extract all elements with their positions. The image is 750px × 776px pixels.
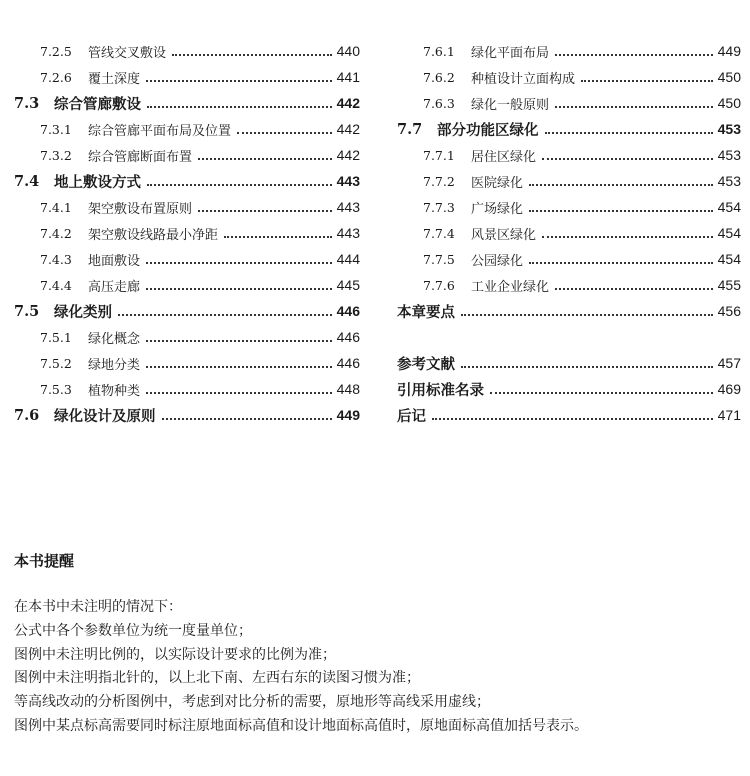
toc-entry-number: 7.4.1 — [40, 199, 72, 215]
toc-entry[interactable] — [14, 402, 360, 428]
toc-entry-page: 456 — [717, 303, 741, 319]
toc-leader-dots — [432, 418, 713, 420]
toc-entry-number: 7.3.2 — [40, 147, 72, 163]
toc-entry[interactable] — [14, 116, 360, 142]
toc-leader-dots — [555, 106, 713, 108]
toc-entry[interactable] — [14, 246, 360, 272]
notice-line: 在本书中未注明的情况下： — [14, 599, 182, 615]
toc-entry[interactable] — [397, 194, 741, 220]
toc-leader-dots — [555, 288, 713, 290]
toc-entry-title: 绿化概念 — [88, 331, 141, 347]
toc-entry-number: 7.7.3 — [423, 199, 455, 215]
toc-leader-dots — [224, 236, 332, 238]
toc-entry[interactable] — [14, 64, 360, 90]
toc-leader-dots — [461, 366, 713, 368]
notice-line: 等高线改动的分析图例中，考虑到对比分析的需要，原地形等高线采用虚线； — [14, 694, 490, 711]
toc-entry-number: 7.4.2 — [40, 225, 72, 241]
toc-entry-title: 绿化设计及原则 — [54, 408, 156, 425]
toc-leader-dots — [146, 392, 332, 394]
toc-entry-number: 7.7.1 — [423, 147, 455, 163]
toc-entry-page: 449 — [336, 407, 360, 423]
toc-left-column — [14, 38, 360, 428]
toc-entry-page: 442 — [336, 95, 360, 111]
toc-entry[interactable] — [14, 376, 360, 402]
toc-entry-number: 7.4.4 — [40, 277, 72, 293]
toc-leader-dots — [198, 210, 332, 212]
toc-entry-number: 7.6 — [14, 406, 40, 424]
toc-entry-page: 446 — [336, 329, 360, 345]
toc-entry[interactable] — [14, 38, 360, 64]
toc-entry-number: 7.6.2 — [423, 69, 455, 85]
toc-leader-dots — [490, 392, 713, 394]
toc-entry[interactable] — [397, 298, 741, 324]
toc-entry-number: 7.5 — [14, 302, 40, 320]
toc-entry-title: 综合管廊敷设 — [54, 96, 141, 113]
toc-entry-number: 7.2.5 — [40, 43, 72, 59]
toc-entry-title: 本章要点 — [397, 304, 455, 321]
toc-entry-title: 综合管廊平面布局及位置 — [88, 123, 232, 139]
toc-entry[interactable] — [397, 376, 741, 402]
toc-entry[interactable] — [397, 246, 741, 272]
toc-entry-page: 450 — [717, 69, 741, 85]
toc-entry-title: 广场绿化 — [471, 201, 524, 217]
toc-entry-page: 442 — [336, 121, 360, 137]
toc-entry-title: 种植设计立面构成 — [471, 71, 576, 87]
toc-leader-dots — [545, 132, 713, 134]
toc-entry-page: 453 — [717, 121, 741, 137]
toc-leader-dots — [146, 366, 332, 368]
toc-leader-dots — [172, 54, 332, 56]
toc-entry-page: 454 — [717, 199, 741, 215]
toc-entry-page: 469 — [717, 381, 741, 397]
toc-entry-title: 地面敷设 — [88, 253, 141, 269]
toc-entry-page: 453 — [717, 173, 741, 189]
toc-entry-number: 7.6.1 — [423, 43, 455, 59]
notice-line: 图例中某点标高需要同时标注原地面标高值和设计地面标高值时，原地面标高值加括号表示。 — [14, 717, 588, 734]
toc-entry-page: 450 — [717, 95, 741, 111]
toc-entry-page: 453 — [717, 147, 741, 163]
toc-entry[interactable] — [397, 220, 741, 246]
toc-entry[interactable] — [397, 272, 741, 298]
toc-entry-page: 445 — [336, 277, 360, 293]
toc-entry[interactable] — [397, 116, 741, 142]
toc-entry-page: 442 — [336, 147, 360, 163]
toc-entry[interactable] — [397, 168, 741, 194]
toc-entry[interactable] — [14, 350, 360, 376]
toc-entry-title: 风景区绿化 — [471, 227, 537, 243]
toc-leader-dots — [198, 158, 332, 160]
toc-entry-title: 绿化平面布局 — [471, 45, 550, 61]
toc-entry-page: 446 — [336, 303, 360, 319]
toc-entry-number: 7.3.1 — [40, 121, 72, 137]
toc-entry-number: 7.4.3 — [40, 251, 72, 267]
toc-entry[interactable] — [397, 350, 741, 376]
toc-leader-dots — [529, 184, 713, 186]
toc-leader-dots — [118, 314, 332, 316]
toc-leader-dots — [555, 54, 713, 56]
toc-leader-dots — [542, 236, 713, 238]
toc-entry-number: 7.5.1 — [40, 329, 72, 345]
toc-entry-page: 457 — [717, 355, 741, 371]
toc-entry-page: 444 — [336, 251, 360, 267]
toc-entry-number: 7.7.2 — [423, 173, 455, 189]
toc-entry-title: 综合管廊断面布置 — [88, 149, 193, 165]
toc-entry[interactable] — [397, 38, 741, 64]
notice-title: 本书提醒 — [14, 552, 75, 570]
toc-entry[interactable] — [14, 168, 360, 194]
toc-entry-title: 引用标准名录 — [397, 382, 484, 399]
toc-entry[interactable] — [14, 272, 360, 298]
toc-entry-page: 443 — [336, 173, 360, 189]
toc-entry-number: 7.7.5 — [423, 251, 455, 267]
toc-entry[interactable] — [14, 298, 360, 324]
toc-leader-dots — [529, 210, 713, 212]
toc-entry-page: 443 — [336, 199, 360, 215]
toc-entry[interactable] — [397, 64, 741, 90]
toc-entry-page: 471 — [717, 407, 741, 423]
toc-leader-dots — [461, 314, 713, 316]
notice-line: 图例中未注明指北针的，以上北下南、左西右东的读图习惯为准； — [14, 670, 420, 687]
toc-entry-title: 医院绿化 — [471, 175, 524, 191]
toc-entry[interactable] — [397, 142, 741, 168]
toc-entry[interactable] — [14, 90, 360, 116]
toc-entry-title: 绿地分类 — [88, 357, 141, 373]
toc-right-column — [397, 38, 741, 428]
toc-entry-number: 7.7.6 — [423, 277, 455, 293]
toc-entry-title: 管线交叉敷设 — [88, 45, 167, 61]
toc-leader-dots — [529, 262, 713, 264]
toc-entry-title: 地上敷设方式 — [54, 174, 141, 191]
toc-entry-title: 后记 — [397, 408, 426, 425]
toc-entry-title: 部分功能区绿化 — [437, 122, 539, 139]
toc-entry-page: 449 — [717, 43, 741, 59]
toc-leader-dots — [581, 80, 713, 82]
toc-entry[interactable] — [14, 142, 360, 168]
toc-leader-dots — [146, 262, 332, 264]
toc-entry-page: 440 — [336, 43, 360, 59]
toc-entry-title: 架空敷设线路最小净距 — [88, 227, 219, 243]
toc-entry-page: 441 — [336, 69, 360, 85]
toc-entry-title: 覆土深度 — [88, 71, 141, 87]
toc-entry-title: 绿化一般原则 — [471, 97, 550, 113]
toc-entry-number: 7.7.4 — [423, 225, 455, 241]
toc-entry-title: 参考文献 — [397, 356, 455, 373]
toc-leader-dots — [146, 80, 332, 82]
toc-entry-number: 7.5.3 — [40, 381, 72, 397]
toc-entry[interactable] — [397, 90, 741, 116]
toc-entry-number: 7.4 — [14, 172, 40, 190]
toc-entry-title: 植物种类 — [88, 383, 141, 399]
toc-entry[interactable] — [14, 220, 360, 246]
toc-entry-page: 446 — [336, 355, 360, 371]
toc-entry[interactable] — [14, 324, 360, 350]
toc-leader-dots — [237, 132, 332, 134]
toc-entry-number: 7.7 — [397, 120, 423, 138]
toc-leader-dots — [162, 418, 332, 420]
toc-entry-page: 454 — [717, 225, 741, 241]
toc-entry[interactable] — [14, 194, 360, 220]
toc-entry-number: 7.6.3 — [423, 95, 455, 111]
toc-entry-title: 居住区绿化 — [471, 149, 537, 165]
toc-entry[interactable] — [397, 402, 741, 428]
toc-leader-dots — [147, 106, 332, 108]
toc-entry-page: 443 — [336, 225, 360, 241]
notice-body — [14, 596, 744, 739]
toc-entry-title: 工业企业绿化 — [471, 279, 550, 295]
notice-line: 图例中未注明比例的，以实际设计要求的比例为准； — [14, 646, 336, 663]
toc-leader-dots — [146, 340, 332, 342]
notice-line: 公式中各个参数单位为统一度量单位； — [14, 622, 252, 639]
toc-entry-title: 架空敷设布置原则 — [88, 201, 193, 217]
toc-entry-title: 高压走廊 — [88, 279, 141, 295]
toc-entry-number: 7.5.2 — [40, 355, 72, 371]
toc-entry-page: 455 — [717, 277, 741, 293]
toc-entry-number: 7.2.6 — [40, 69, 72, 85]
toc-entry-title: 绿化类别 — [54, 304, 112, 321]
toc-entry-number: 7.3 — [14, 94, 40, 112]
toc-leader-dots — [542, 158, 713, 160]
toc-entry-page: 448 — [336, 381, 360, 397]
toc-entry-title: 公园绿化 — [471, 253, 524, 269]
toc-leader-dots — [147, 184, 332, 186]
toc-leader-dots — [146, 288, 332, 290]
toc-entry-page: 454 — [717, 251, 741, 267]
